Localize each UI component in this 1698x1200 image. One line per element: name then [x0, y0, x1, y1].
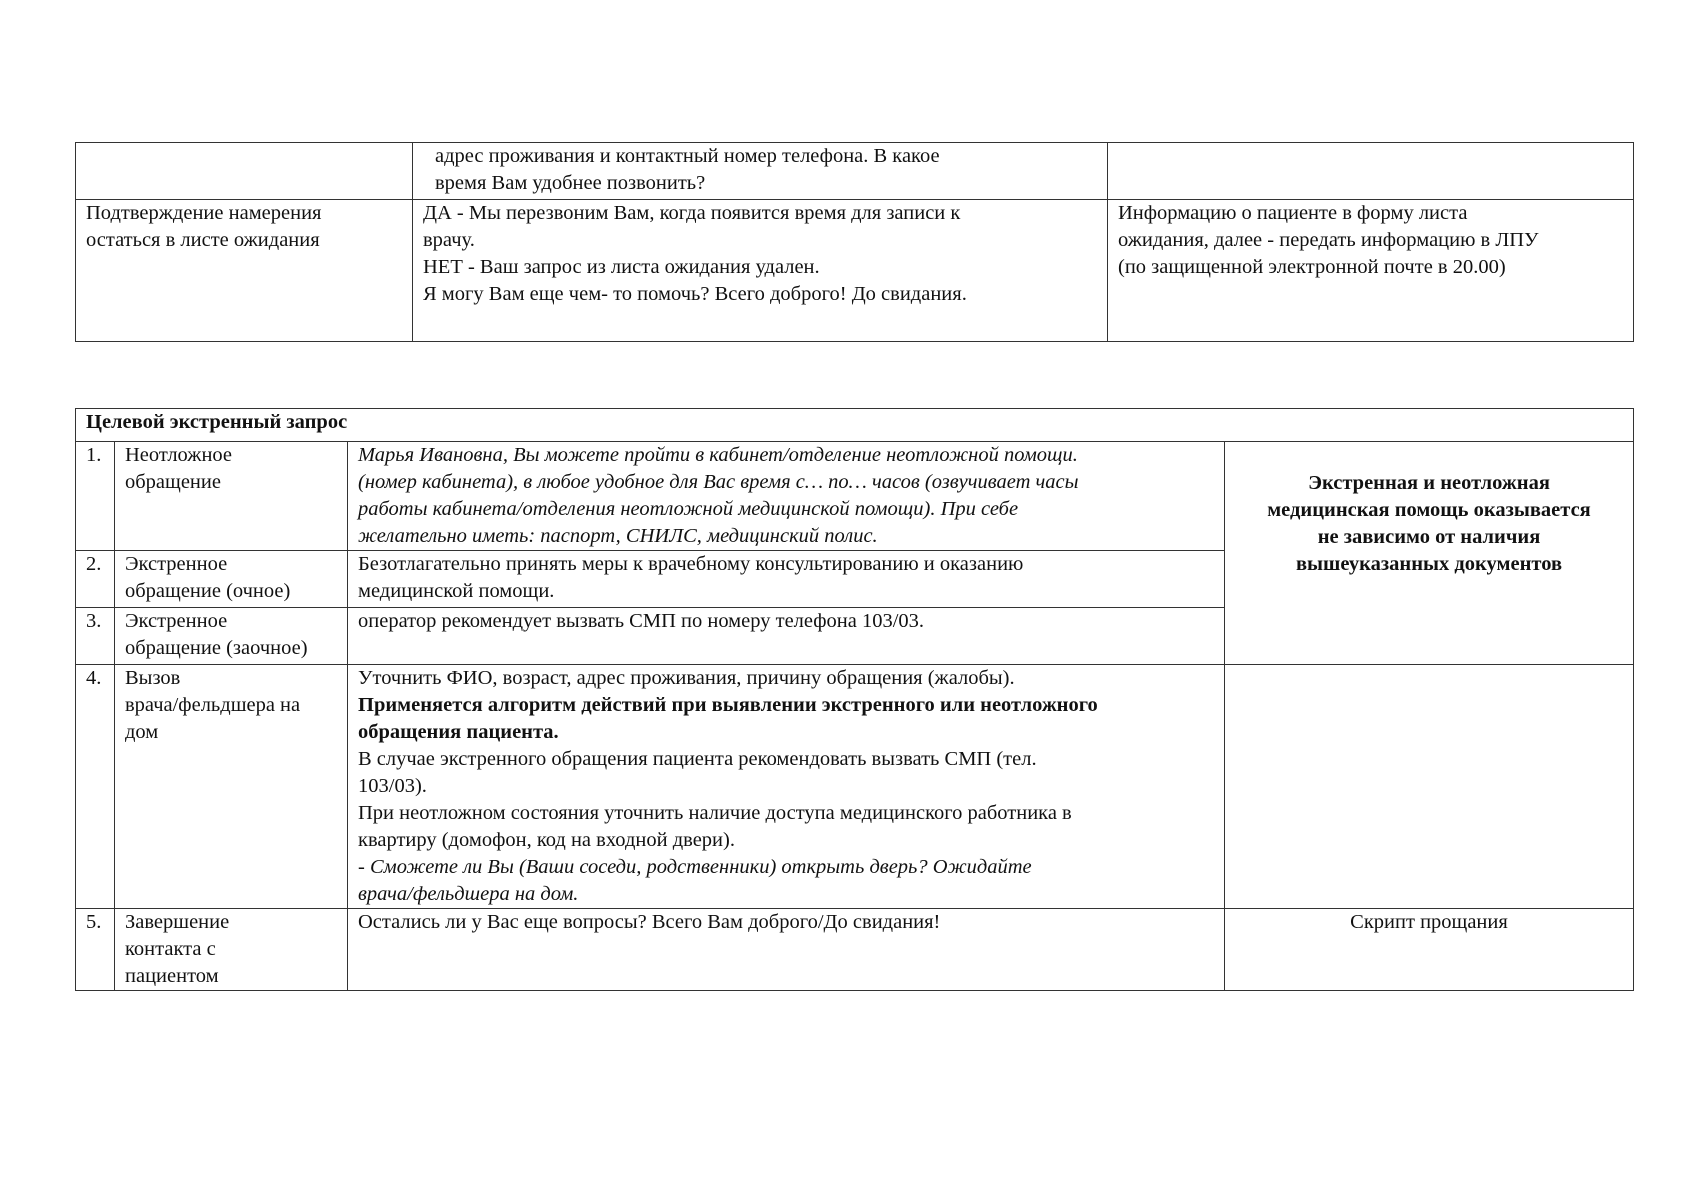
table-cell: [1108, 143, 1634, 200]
row-name: Неотложное обращение: [115, 442, 348, 551]
table-cell: адрес проживания и контактный номер телефона. В какое время Вам удобнее позвонить?: [413, 143, 1108, 200]
row-script: Марья Ивановна, Вы можете пройти в кабинет/отделение неотложной помощи. (номер кабинета), в любое удобное для Вас время с… по… часов (озвучивает часы работы кабинета/отделения неотложной медицинской помощи). При себе желательно иметь: паспорт, СНИЛС, медицинский полис.: [348, 442, 1225, 551]
row-number: 1.: [76, 442, 115, 551]
row-name: Экстренное обращение (заочное): [115, 608, 348, 665]
table-row: [76, 200, 1634, 342]
table-title: Целевой экстренный запрос: [76, 409, 1634, 442]
emergency-request-table: [75, 408, 1634, 991]
documents-note: Экстренная и неотложная медицинская помощь оказывается не зависимо от наличия вышеуказанных документов: [1225, 442, 1634, 665]
row-name: Завершение контакта с пациентом: [115, 909, 348, 991]
waitlist-table: [75, 142, 1634, 342]
table-header-row: [76, 409, 1634, 442]
row-number: 5.: [76, 909, 115, 991]
table-cell: [76, 143, 413, 200]
row-note: [1225, 665, 1634, 909]
row-script: Безотлагательно принять меры к врачебному консультированию и оказанию медицинской помощи.: [348, 551, 1225, 608]
row-number: 3.: [76, 608, 115, 665]
row-name: Вызов врача/фельдшера на дом: [115, 665, 348, 909]
row-name: Экстренное обращение (очное): [115, 551, 348, 608]
row-number: 4.: [76, 665, 115, 909]
script-cell: ДА - Мы перезвоним Вам, когда появится время для записи к врачу. НЕТ - Ваш запрос из листа ожидания удален. Я могу Вам еще чем- то помочь? Всего доброго! До свидания.: [413, 200, 1108, 342]
row-note: Скрипт прощания: [1225, 909, 1634, 991]
row-script: Остались ли у Вас еще вопросы? Всего Вам доброго/До свидания!: [348, 909, 1225, 991]
action-cell: Информацию о пациенте в форму листа ожидания, далее - передать информацию в ЛПУ (по защищенной электронной почте в 20.00): [1108, 200, 1634, 342]
row-script: Уточнить ФИО, возраст, адрес проживания, причину обращения (жалобы). Применяется алгоритм действий при выявлении экстренного или неотложного обращения пациента. В случае экстренного обращения пациента рекомендовать вызвать СМП (тел. 103/03). При неотложном состояния уточнить наличие доступа медицинского работника в квартиру (домофон, код на входной двери). - Сможете ли Вы (Ваши соседи, родственники) открыть дверь? Ожидайте врача/фельдшера на дом.: [348, 665, 1225, 909]
row-number: 2.: [76, 551, 115, 608]
table-row: [76, 442, 1634, 551]
table-row: [76, 143, 1634, 200]
table-row: [76, 665, 1634, 909]
table-row: [76, 909, 1634, 991]
stage-cell: Подтверждение намерения остаться в листе ожидания: [76, 200, 413, 342]
row-script: оператор рекомендует вызвать СМП по номеру телефона 103/03.: [348, 608, 1225, 665]
